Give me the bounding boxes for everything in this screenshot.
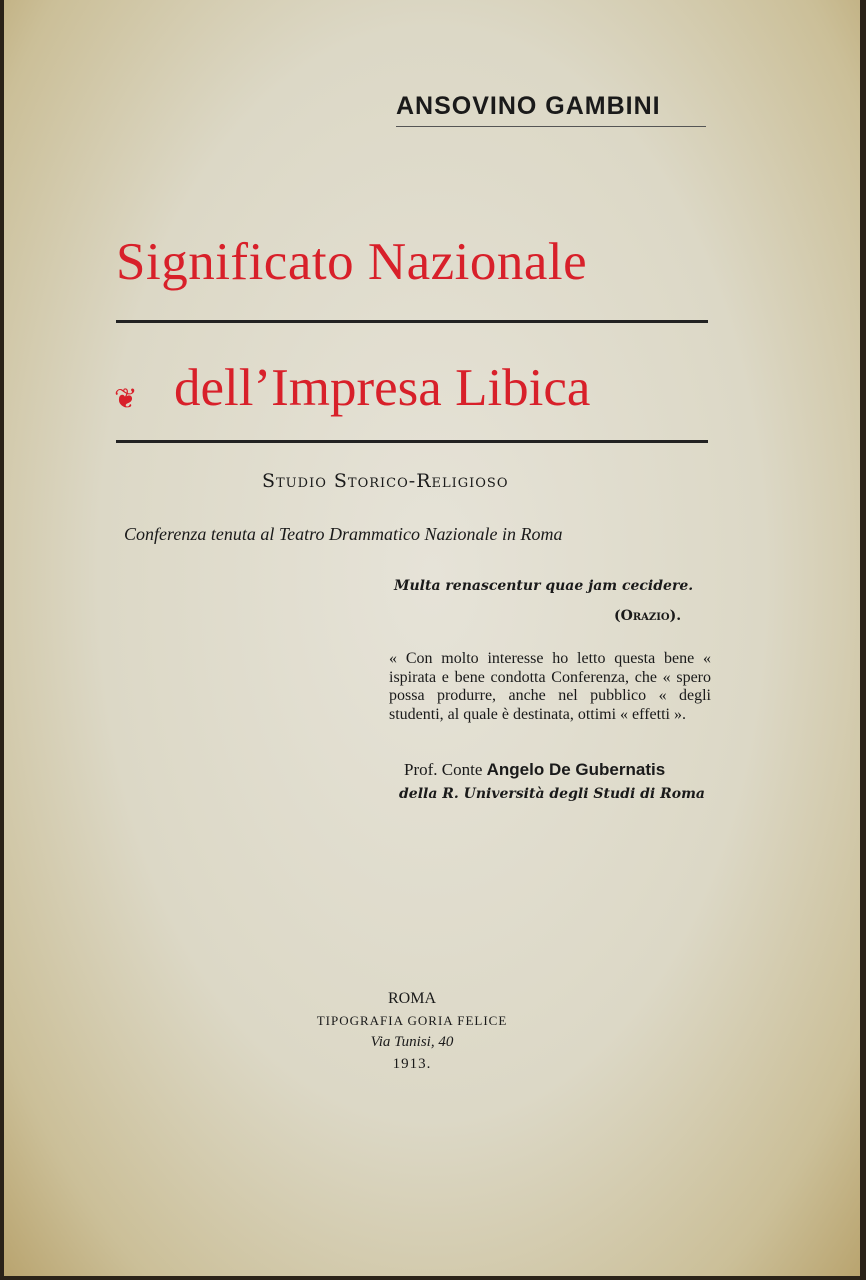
imprint-address: Via Tunisi, 40 — [370, 1034, 454, 1050]
epigraph-source: (Orazio). — [614, 608, 682, 624]
attribution-prefix: Prof. Conte — [404, 760, 483, 779]
title-line-1: Significato Nazionale — [116, 233, 588, 291]
book-cover — [4, 0, 860, 1276]
title-line-2: dell’Impresa Libica — [174, 359, 591, 417]
conference-note: Conferenza tenuta al Teatro Drammatico Nazionale in Roma — [124, 524, 563, 544]
floral-ornament-icon: ❦ — [114, 382, 138, 415]
title-rule-bottom — [116, 440, 708, 443]
imprint-printer: TIPOGRAFIA GORIA FELICE — [316, 1013, 508, 1028]
imprint-city: ROMA — [387, 990, 436, 1007]
attribution-affiliation: della R. Università degli Studi di Roma — [399, 786, 705, 802]
author-name: ANSOVINO GAMBINI — [396, 92, 661, 120]
attribution — [404, 760, 665, 780]
title-rule-top — [116, 320, 708, 323]
endorsement-quote: « Con molto interesse ho letto questa bene « ispirata e bene condotta Conferenza, che « spero possa produrre, anche nel pubblico « degli studenti, al quale è destinata, ottimi « effetti ». — [389, 650, 711, 723]
subtitle: Studio Storico-Religioso — [262, 470, 509, 492]
author-underline — [396, 126, 706, 127]
epigraph-text: Multa renascentur quae jam cecidere. — [394, 578, 694, 594]
attribution-name: Angelo De Gubernatis — [486, 760, 666, 779]
imprint-year: 1913. — [392, 1056, 432, 1072]
